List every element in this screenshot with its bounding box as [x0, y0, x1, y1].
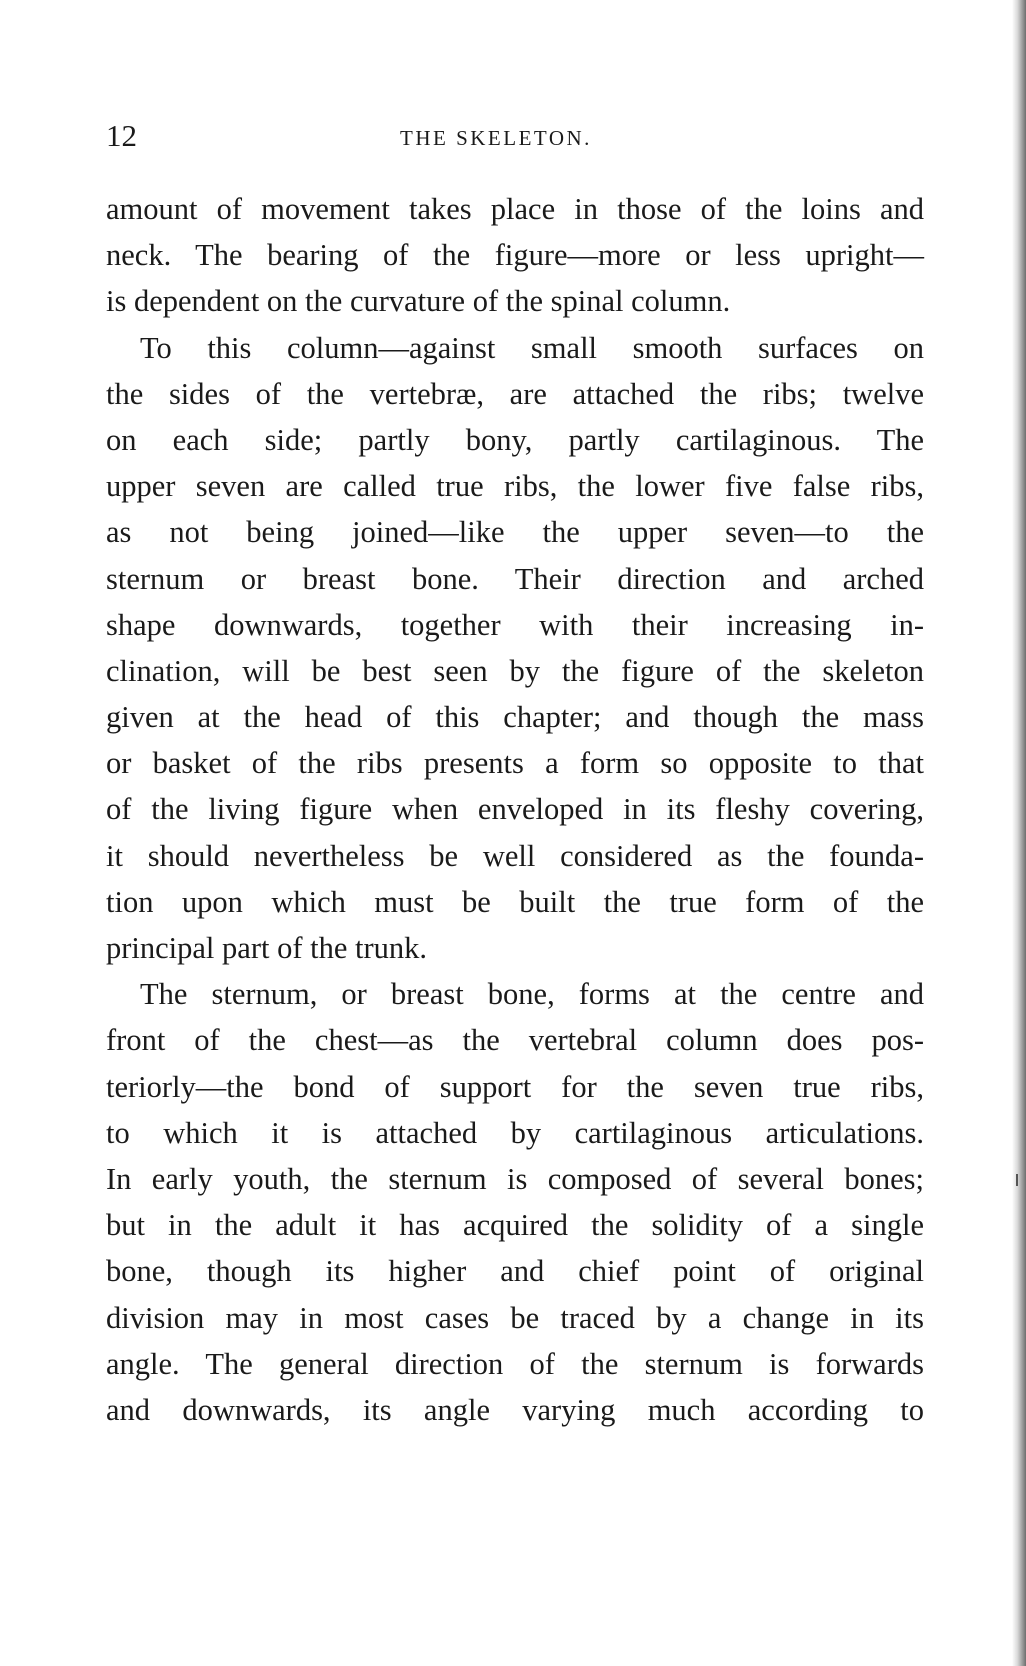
text-line: sternum or breast bone. Their direction and arched: [106, 561, 924, 596]
text-line: clination, will be best seen by the figure of the skeleton: [106, 653, 924, 688]
text-line: division may in most cases be traced by a change in its: [106, 1300, 924, 1335]
text-line: it should nevertheless be well considered as the founda-: [106, 838, 924, 873]
text-line: To this column—against small smooth surfaces on: [140, 330, 924, 365]
text-line: neck. The bearing of the figure—more or less upright—: [106, 238, 924, 273]
body-text: [106, 186, 924, 1433]
text-line: of the living figure when enveloped in its fleshy covering,: [106, 792, 924, 827]
text-line: The sternum, or breast bone, forms at the centre and: [140, 977, 924, 1012]
text-line: shape downwards, together with their increasing in-: [106, 607, 924, 642]
text-line: upper seven are called true ribs, the lower five false ribs,: [106, 469, 924, 504]
text-line: In early youth, the sternum is composed of several bones;: [106, 1161, 924, 1196]
page-header: [106, 118, 924, 158]
scan-mark: [1016, 1174, 1018, 1186]
text-line: the sides of the vertebræ, are attached the ribs; twelve: [106, 376, 924, 411]
text-line: to which it is attached by cartilaginous articulations.: [106, 1115, 924, 1150]
page-number: 12: [106, 118, 137, 153]
text-line: bone, though its higher and chief point of original: [106, 1254, 924, 1289]
text-line: as not being joined—like the upper seven—to the: [106, 515, 924, 550]
text-line: teriorly—the bond of support for the seven true ribs,: [106, 1069, 924, 1104]
text-line: and downwards, its angle varying much according to: [106, 1392, 924, 1427]
running-head: THE SKELETON.: [400, 126, 592, 150]
text-line: tion upon which must be built the true form of the: [106, 884, 924, 919]
text-line: amount of movement takes place in those of the loins and: [106, 192, 924, 226]
text-line: angle. The general direction of the sternum is forwards: [106, 1346, 924, 1381]
text-line: principal part of the trunk.: [106, 931, 427, 965]
text-line: on each side; partly bony, partly cartilaginous. The: [106, 422, 924, 457]
text-line: given at the head of this chapter; and though the mass: [106, 700, 924, 735]
text-line: front of the chest—as the vertebral column does pos-: [106, 1023, 924, 1058]
text-line: or basket of the ribs presents a form so opposite to that: [106, 746, 924, 781]
text-line: is dependent on the curvature of the spinal column.: [106, 284, 731, 319]
page-edge-shadow: [1012, 0, 1026, 1666]
text-line: but in the adult it has acquired the solidity of a single: [106, 1208, 924, 1243]
